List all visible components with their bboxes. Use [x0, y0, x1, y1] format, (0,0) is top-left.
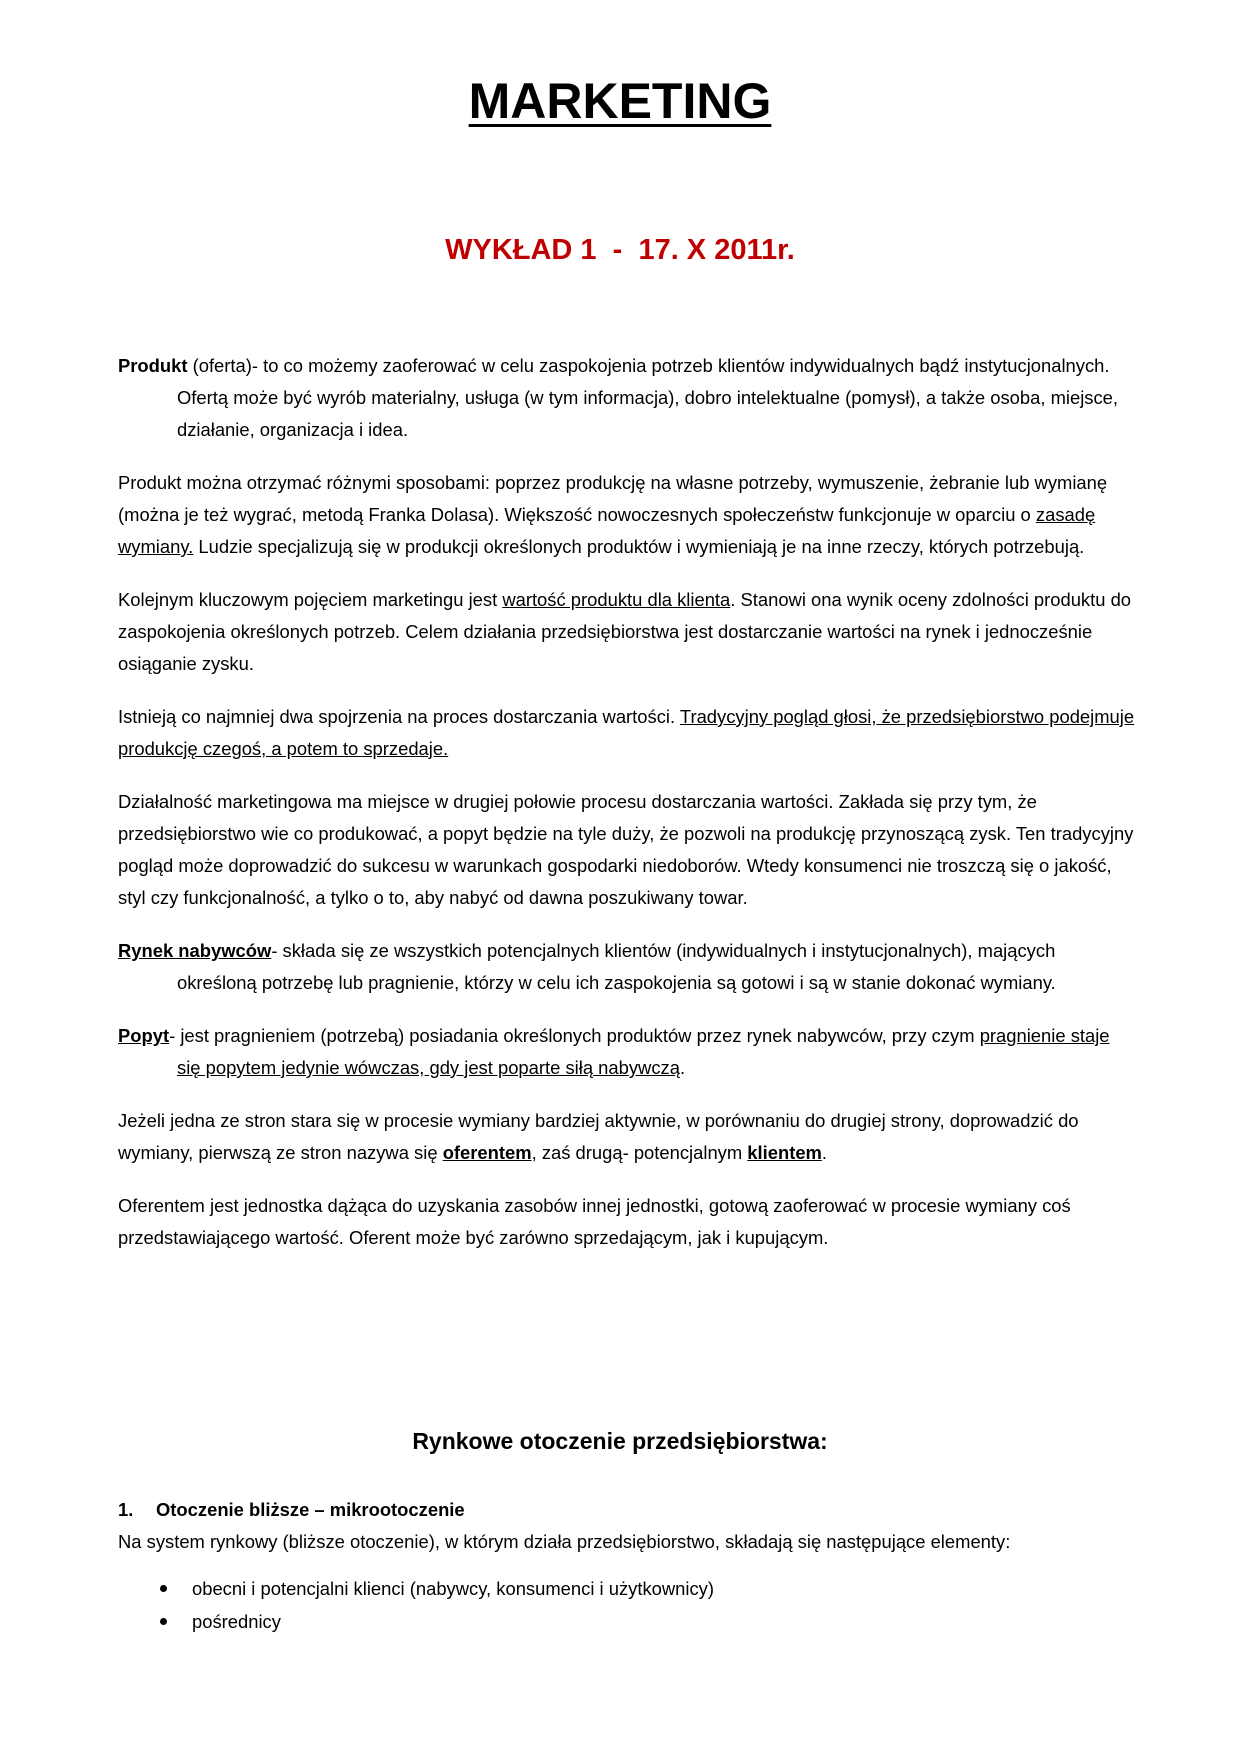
term-produkt: Produkt [118, 355, 188, 376]
paragraph-views: Istnieją co najmniej dwa spojrzenia na proces dostarczania wartości. Tradycyjny pogląd głosi, że przedsiębiorstwo podejmuje produkcję czegoś, a potem to sprzedaje. [118, 706, 1135, 759]
section-heading: Rynkowe otoczenie przedsiębiorstwa: [412, 1428, 828, 1454]
document-title-text: MARKETING [468, 73, 772, 129]
paragraph-popyt: Popyt- jest pragnieniem (potrzebą) posiadania określonych produktów przez rynek nabywców, przy czym pragnienie staje się popytem jedynie wówczas, gdy jest poparte siłą nabywczą. [118, 1025, 1110, 1078]
bullet-list [118, 1572, 1158, 1638]
paragraph-marketing-activity: Działalność marketingowa ma miejsce w drugiej połowie procesu dostarczania wartości. Zakłada się przy tym, że przedsiębiorstwo wie co produkować, a popyt będzie na tyle duży, że pozwoli na produkcję przynoszącą zysk. Ten tradycyjny pogląd może doprowadzić do sukcesu w warunkach gospodarki niedoborów. Wtedy konsumenci nie troszczą się o jakość, styl czy funkcjonalność, a tylko o to, aby nabyć od dawna poszukiwany towar. [118, 791, 1134, 908]
numbered-item [118, 1494, 1158, 1526]
underlined-phrase: Tradycyjny pogląd głosi, że przedsiębiorstwo podejmuje produkcję czegoś, a potem to sprzedaje. [118, 706, 1135, 759]
paragraph-rynek-nabywcow: Rynek nabywców- składa się ze wszystkich potencjalnych klientów (indywidualnych i instytucjonalnych), mających określoną potrzebę lub pragnienie, którzy w celu ich zaspokojenia są gotowi i są w stanie dokonać wymiany. [118, 940, 1056, 993]
body-text [118, 350, 1138, 1275]
item-title: Otoczenie bliższe – mikrootoczenie [156, 1499, 465, 1520]
term-rynek-nabywcow: Rynek nabywców [118, 940, 272, 961]
term-oferent: oferentem [442, 1142, 532, 1163]
document-title [0, 72, 1240, 130]
term-popyt: Popyt [118, 1025, 170, 1046]
section-content [118, 1494, 1158, 1638]
section-intro: Na system rynkowy (bliższe otoczenie), w którym działa przedsiębiorstwo, składają się następujące elementy: [118, 1531, 1011, 1552]
underlined-phrase: zasadę wymiany. [118, 504, 1096, 557]
paragraph-exchange: Produkt można otrzymać różnymi sposobami: poprzez produkcję na własne potrzeby, wymuszenie, żebranie lub wymianę (można je też wygrać, metodą Franka Dolasa). Większość nowoczesnych społeczeństw funkcjonuje w oparciu o zasadę wymiany. Ludzie specjalizują się w produkcji określonych produktów i wymieniają je na inne rzeczy, których potrzebują. [118, 472, 1108, 557]
paragraph-oferent-definition: Oferentem jest jednostka dążąca do uzyskania zasobów innej jednostki, gotową zaoferować w procesie wymiany coś przedstawiającego wartość. Oferent może być zarówno sprzedającym, jak i kupującym. [118, 1195, 1071, 1248]
paragraph-value: Kolejnym kluczowym pojęciem marketingu jest wartość produktu dla klienta. Stanowi ona wynik oceny zdolności produktu do zaspokojenia określonych potrzeb. Celem działania przedsiębiorstwa jest dostarczanie wartości na rynek i jednocześnie osiąganie zysku. [118, 589, 1132, 674]
underlined-phrase: wartość produktu dla klienta [502, 589, 731, 610]
list-item: obecni i potencjalni klienci (nabywcy, konsumenci i użytkownicy) [118, 1572, 1158, 1605]
underlined-phrase: pragnienie staje się popytem jedynie wówczas, gdy jest poparte siłą nabywczą [177, 1025, 1110, 1078]
paragraph-produkt: Produkt (oferta)- to co możemy zaoferować w celu zaspokojenia potrzeb klientów indywidualnych bądź instytucjonalnych. Ofertą może być wyrób materialny, usługa (w tym informacja), dobro intelektualne (pomysł), a także osoba, miejsce, działanie, organizacja i idea. [118, 355, 1119, 440]
item-number: 1. [118, 1499, 134, 1520]
paragraph-oferent-klient: Jeżeli jedna ze stron stara się w procesie wymiany bardziej aktywnie, w porównaniu do drugiej strony, doprowadzić do wymiany, pierwszą ze stron nazywa się oferentem, zaś drugą- potencjalnym klientem. [118, 1110, 1079, 1163]
list-item: pośrednicy [118, 1605, 1158, 1638]
lecture-subtitle: WYKŁAD 1 - 17. X 2011r. [445, 234, 795, 266]
term-klient: klientem [747, 1142, 822, 1163]
